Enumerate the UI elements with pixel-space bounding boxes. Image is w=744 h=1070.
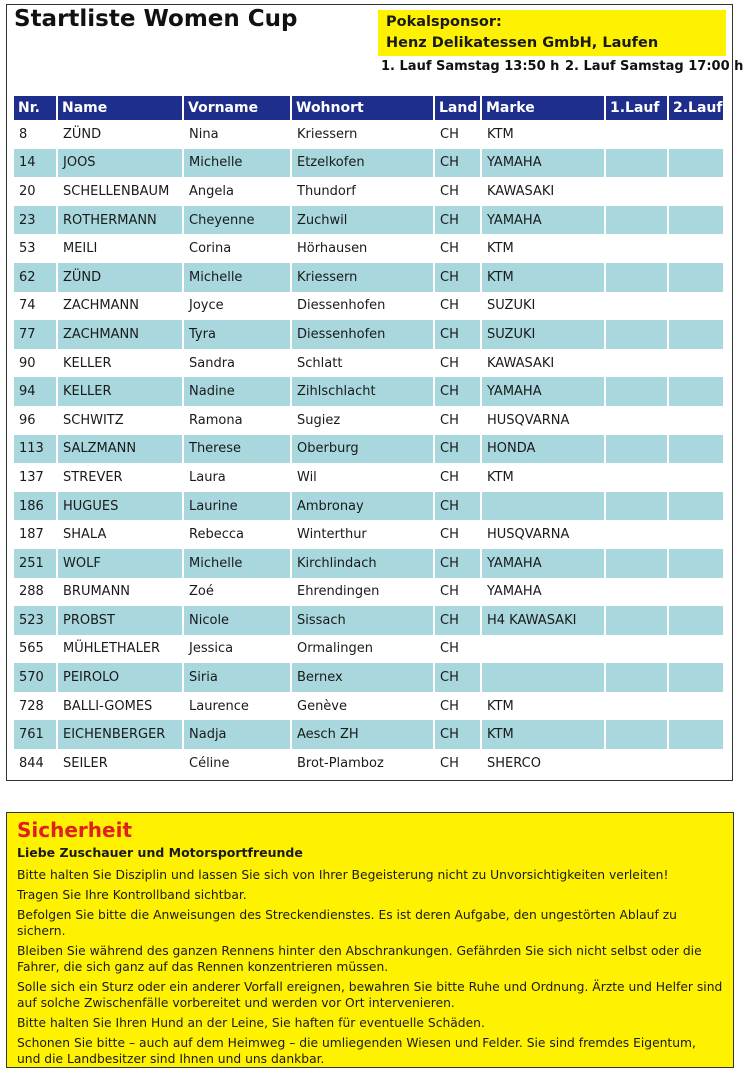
- page-title: Startliste Women Cup: [14, 6, 298, 32]
- lauf1-cell: [606, 435, 669, 464]
- wohnort-cell: Wil: [292, 463, 435, 492]
- wohnort-cell: Aesch ZH: [292, 720, 435, 749]
- nr-cell: 186: [14, 492, 58, 521]
- wohnort-cell: Genève: [292, 692, 435, 721]
- marke-cell: KTM: [482, 120, 606, 149]
- lauf1-cell: [606, 520, 669, 549]
- vorname-cell: Laurence: [184, 692, 292, 721]
- lauf2-cell: [669, 692, 723, 721]
- lauf1-cell: [606, 177, 669, 206]
- lauf1-cell: [606, 663, 669, 692]
- name-cell: ZÜND: [58, 120, 184, 149]
- safety-subtitle: Liebe Zuschauer und Motorsportfreunde: [17, 845, 303, 860]
- table-row: [14, 520, 723, 549]
- lauf2-cell: [669, 406, 723, 435]
- lauf2-cell: [669, 463, 723, 492]
- col-header-lauf2: 2.Lauf: [669, 96, 723, 120]
- wohnort-cell: Ambronay: [292, 492, 435, 521]
- land-cell: CH: [435, 177, 482, 206]
- wohnort-cell: Sissach: [292, 606, 435, 635]
- safety-title: Sicherheit: [17, 818, 132, 842]
- lauf2-cell: [669, 206, 723, 235]
- land-cell: CH: [435, 749, 482, 778]
- lauf1-cell: [606, 263, 669, 292]
- safety-paragraph: Bitte halten Sie Ihren Hund an der Leine, Sie haften für eventuelle Schäden.: [17, 1016, 485, 1030]
- vorname-cell: Nadja: [184, 720, 292, 749]
- lauf1-cell: [606, 406, 669, 435]
- table-row: [14, 234, 723, 263]
- nr-cell: 565: [14, 635, 58, 664]
- wohnort-cell: Brot-Plamboz: [292, 749, 435, 778]
- name-cell: ZÜND: [58, 263, 184, 292]
- table-row: [14, 120, 723, 149]
- nr-cell: 288: [14, 578, 58, 607]
- land-cell: CH: [435, 692, 482, 721]
- lauf2-cell: [669, 635, 723, 664]
- name-cell: MÜHLETHALER: [58, 635, 184, 664]
- marke-cell: KTM: [482, 263, 606, 292]
- vorname-cell: Sandra: [184, 349, 292, 378]
- safety-paragraph: Schonen Sie bitte – auch auf dem Heimweg – die umliegenden Wiesen und Felder. Sie sind fremdes Eigentum, und die Landbesitzer sind Ihnen und uns dankbar.: [17, 1036, 696, 1066]
- land-cell: CH: [435, 320, 482, 349]
- safety-paragraph: Tragen Sie Ihre Kontrollband sichtbar.: [17, 888, 247, 902]
- name-cell: ZACHMANN: [58, 320, 184, 349]
- name-cell: BRUMANN: [58, 578, 184, 607]
- lauf1-cell: [606, 549, 669, 578]
- lauf1-cell: [606, 149, 669, 178]
- land-cell: CH: [435, 292, 482, 321]
- table-row: [14, 349, 723, 378]
- vorname-cell: Michelle: [184, 549, 292, 578]
- marke-cell: KTM: [482, 463, 606, 492]
- land-cell: CH: [435, 520, 482, 549]
- lauf2-cell: [669, 749, 723, 778]
- vorname-cell: Rebecca: [184, 520, 292, 549]
- marke-cell: [482, 663, 606, 692]
- lauf1-cell: [606, 578, 669, 607]
- lauf2-cell: [669, 263, 723, 292]
- table-row: [14, 492, 723, 521]
- marke-cell: SUZUKI: [482, 320, 606, 349]
- name-cell: SEILER: [58, 749, 184, 778]
- table-row: [14, 549, 723, 578]
- wohnort-cell: Bernex: [292, 663, 435, 692]
- marke-cell: HUSQVARNA: [482, 520, 606, 549]
- name-cell: HUGUES: [58, 492, 184, 521]
- wohnort-cell: Ehrendingen: [292, 578, 435, 607]
- land-cell: CH: [435, 234, 482, 263]
- vorname-cell: Therese: [184, 435, 292, 464]
- nr-cell: 90: [14, 349, 58, 378]
- nr-cell: 96: [14, 406, 58, 435]
- table-row: [14, 578, 723, 607]
- marke-cell: KTM: [482, 234, 606, 263]
- lauf1-cell: [606, 234, 669, 263]
- land-cell: CH: [435, 435, 482, 464]
- vorname-cell: Laura: [184, 463, 292, 492]
- land-cell: CH: [435, 635, 482, 664]
- marke-cell: H4 KAWASAKI: [482, 606, 606, 635]
- table-row: [14, 606, 723, 635]
- col-header-lauf1: 1.Lauf: [606, 96, 669, 120]
- col-header-wohnort: Wohnort: [292, 96, 435, 120]
- land-cell: CH: [435, 578, 482, 607]
- wohnort-cell: Hörhausen: [292, 234, 435, 263]
- safety-paragraph: Solle sich ein Sturz oder ein anderer Vorfall ereignen, bewahren Sie bitte Ruhe und Ordnung. Ärzte und Helfer sind auf solche Zwischenfälle vorbereitet und werden vor Ort intervenieren.: [17, 980, 723, 1010]
- nr-cell: 570: [14, 663, 58, 692]
- vorname-cell: Siria: [184, 663, 292, 692]
- lauf2-cell: [669, 177, 723, 206]
- marke-cell: [482, 492, 606, 521]
- wohnort-cell: Schlatt: [292, 349, 435, 378]
- lauf1-cell: [606, 320, 669, 349]
- name-cell: EICHENBERGER: [58, 720, 184, 749]
- lauf1-cell: [606, 292, 669, 321]
- land-cell: CH: [435, 549, 482, 578]
- name-cell: ZACHMANN: [58, 292, 184, 321]
- nr-cell: 523: [14, 606, 58, 635]
- marke-cell: SHERCO: [482, 749, 606, 778]
- lauf1-cell: [606, 606, 669, 635]
- vorname-cell: Tyra: [184, 320, 292, 349]
- lauf1-cell: [606, 349, 669, 378]
- name-cell: SCHELLENBAUM: [58, 177, 184, 206]
- lauf2-cell: [669, 606, 723, 635]
- marke-cell: YAMAHA: [482, 206, 606, 235]
- name-cell: WOLF: [58, 549, 184, 578]
- table-row: [14, 749, 723, 778]
- table-row: [14, 635, 723, 664]
- wohnort-cell: Etzelkofen: [292, 149, 435, 178]
- nr-cell: 20: [14, 177, 58, 206]
- nr-cell: 62: [14, 263, 58, 292]
- lauf1-cell: [606, 720, 669, 749]
- safety-paragraph: Bitte halten Sie Disziplin und lassen Sie sich von Ihrer Begeisterung nicht zu Unvorsichtigkeiten verleiten!: [17, 868, 669, 882]
- lauf2-cell: [669, 720, 723, 749]
- table-body: [14, 120, 723, 778]
- wohnort-cell: Zihlschlacht: [292, 377, 435, 406]
- nr-cell: 137: [14, 463, 58, 492]
- lauf1-cell: [606, 377, 669, 406]
- nr-cell: 8: [14, 120, 58, 149]
- marke-cell: KTM: [482, 720, 606, 749]
- name-cell: PROBST: [58, 606, 184, 635]
- land-cell: CH: [435, 149, 482, 178]
- table-row: [14, 377, 723, 406]
- sponsor-label: Pokalsponsor:: [386, 14, 502, 30]
- name-cell: ROTHERMANN: [58, 206, 184, 235]
- lauf1-cell: [606, 206, 669, 235]
- nr-cell: 113: [14, 435, 58, 464]
- col-header-marke: Marke: [482, 96, 606, 120]
- lauf2-cell: [669, 520, 723, 549]
- wohnort-cell: Zuchwil: [292, 206, 435, 235]
- table-row: [14, 149, 723, 178]
- land-cell: CH: [435, 263, 482, 292]
- land-cell: CH: [435, 377, 482, 406]
- vorname-cell: Nadine: [184, 377, 292, 406]
- table-row: [14, 692, 723, 721]
- vorname-cell: Michelle: [184, 263, 292, 292]
- table-row: [14, 463, 723, 492]
- lauf2-cell: [669, 435, 723, 464]
- wohnort-cell: Ormalingen: [292, 635, 435, 664]
- name-cell: BALLI-GOMES: [58, 692, 184, 721]
- name-cell: SALZMANN: [58, 435, 184, 464]
- lauf1-cell: [606, 692, 669, 721]
- marke-cell: YAMAHA: [482, 149, 606, 178]
- name-cell: PEIROLO: [58, 663, 184, 692]
- lauf1-cell: [606, 463, 669, 492]
- marke-cell: YAMAHA: [482, 549, 606, 578]
- marke-cell: KAWASAKI: [482, 177, 606, 206]
- land-cell: CH: [435, 663, 482, 692]
- lauf2-cell: [669, 377, 723, 406]
- vorname-cell: Nina: [184, 120, 292, 149]
- lauf2-cell: [669, 320, 723, 349]
- nr-cell: 14: [14, 149, 58, 178]
- sponsor-box: [378, 10, 726, 56]
- vorname-cell: Jessica: [184, 635, 292, 664]
- wohnort-cell: Kriessern: [292, 263, 435, 292]
- vorname-cell: Cheyenne: [184, 206, 292, 235]
- land-cell: CH: [435, 349, 482, 378]
- lauf1-cell: [606, 120, 669, 149]
- sponsor-name: Henz Delikatessen GmbH, Laufen: [386, 35, 659, 51]
- name-cell: KELLER: [58, 349, 184, 378]
- wohnort-cell: Sugiez: [292, 406, 435, 435]
- lauf1-cell: [606, 492, 669, 521]
- name-cell: JOOS: [58, 149, 184, 178]
- name-cell: SHALA: [58, 520, 184, 549]
- lauf2-cell: [669, 120, 723, 149]
- lauf2-cell: [669, 663, 723, 692]
- land-cell: CH: [435, 206, 482, 235]
- vorname-cell: Michelle: [184, 149, 292, 178]
- vorname-cell: Laurine: [184, 492, 292, 521]
- name-cell: KELLER: [58, 377, 184, 406]
- nr-cell: 728: [14, 692, 58, 721]
- vorname-cell: Céline: [184, 749, 292, 778]
- vorname-cell: Nicole: [184, 606, 292, 635]
- nr-cell: 94: [14, 377, 58, 406]
- safety-paragraph: Befolgen Sie bitte die Anweisungen des Streckendienstes. Es ist deren Aufgabe, den ungestörten Ablauf zu sichern.: [17, 908, 677, 938]
- marke-cell: YAMAHA: [482, 578, 606, 607]
- col-header-vorname: Vorname: [184, 96, 292, 120]
- start-list-table: [14, 96, 723, 778]
- marke-cell: HONDA: [482, 435, 606, 464]
- table-row: [14, 206, 723, 235]
- col-header-land: Land: [435, 96, 482, 120]
- marke-cell: KTM: [482, 692, 606, 721]
- land-cell: CH: [435, 406, 482, 435]
- name-cell: SCHWITZ: [58, 406, 184, 435]
- table-row: [14, 406, 723, 435]
- land-cell: CH: [435, 120, 482, 149]
- nr-cell: 23: [14, 206, 58, 235]
- lauf2-cell: [669, 349, 723, 378]
- wohnort-cell: Thundorf: [292, 177, 435, 206]
- vorname-cell: Ramona: [184, 406, 292, 435]
- marke-cell: YAMAHA: [482, 377, 606, 406]
- nr-cell: 251: [14, 549, 58, 578]
- table-row: [14, 663, 723, 692]
- table-header-row: [14, 96, 723, 120]
- col-header-nr: Nr.: [14, 96, 58, 120]
- land-cell: CH: [435, 463, 482, 492]
- col-header-name: Name: [58, 96, 184, 120]
- lauf2-cell: [669, 149, 723, 178]
- table-row: [14, 177, 723, 206]
- nr-cell: 761: [14, 720, 58, 749]
- lauf2-cell: [669, 549, 723, 578]
- marke-cell: [482, 635, 606, 664]
- wohnort-cell: Kriessern: [292, 120, 435, 149]
- table-row: [14, 292, 723, 321]
- marke-cell: KAWASAKI: [482, 349, 606, 378]
- lauf2-cell: [669, 292, 723, 321]
- vorname-cell: Angela: [184, 177, 292, 206]
- run1-time: 1. Lauf Samstag 13:50 h: [381, 59, 560, 74]
- nr-cell: 74: [14, 292, 58, 321]
- lauf1-cell: [606, 749, 669, 778]
- land-cell: CH: [435, 720, 482, 749]
- safety-paragraph: Bleiben Sie während des ganzen Rennens hinter den Abschrankungen. Gefährden Sie sich nicht selbst oder die Fahrer, die sich ganz auf das Rennen konzentrieren müssen.: [17, 944, 702, 974]
- vorname-cell: Corina: [184, 234, 292, 263]
- table-row: [14, 720, 723, 749]
- marke-cell: SUZUKI: [482, 292, 606, 321]
- marke-cell: HUSQVARNA: [482, 406, 606, 435]
- table-row: [14, 263, 723, 292]
- table-row: [14, 320, 723, 349]
- vorname-cell: Zoé: [184, 578, 292, 607]
- nr-cell: 844: [14, 749, 58, 778]
- table-row: [14, 435, 723, 464]
- wohnort-cell: Diessenhofen: [292, 292, 435, 321]
- name-cell: MEILI: [58, 234, 184, 263]
- wohnort-cell: Oberburg: [292, 435, 435, 464]
- wohnort-cell: Diessenhofen: [292, 320, 435, 349]
- run2-time: 2. Lauf Samstag 17:00 h: [565, 59, 744, 74]
- land-cell: CH: [435, 606, 482, 635]
- wohnort-cell: Kirchlindach: [292, 549, 435, 578]
- lauf2-cell: [669, 492, 723, 521]
- lauf2-cell: [669, 578, 723, 607]
- vorname-cell: Joyce: [184, 292, 292, 321]
- nr-cell: 53: [14, 234, 58, 263]
- nr-cell: 77: [14, 320, 58, 349]
- lauf1-cell: [606, 635, 669, 664]
- name-cell: STREVER: [58, 463, 184, 492]
- land-cell: CH: [435, 492, 482, 521]
- safety-notice: [6, 812, 734, 1068]
- nr-cell: 187: [14, 520, 58, 549]
- lauf2-cell: [669, 234, 723, 263]
- wohnort-cell: Winterthur: [292, 520, 435, 549]
